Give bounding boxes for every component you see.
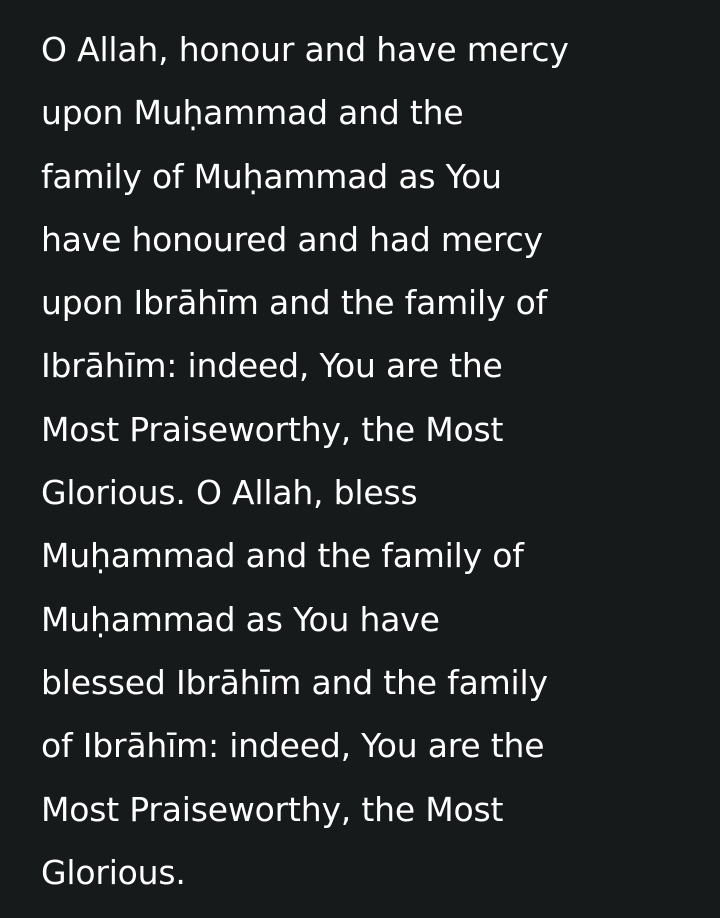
passage-line: O Allah, honour and have mercy (41, 30, 569, 69)
passage-line: Ibrāhīm: indeed, You are the (41, 346, 503, 386)
passage-line: Most Praiseworthy, the Most (41, 409, 504, 449)
passage-line: upon Muḥammad and the (41, 93, 464, 133)
passage-line: of Ibrāhīm: indeed, You are the (41, 726, 545, 766)
passage-line: have honoured and had mercy (41, 219, 543, 259)
passage-line: blessed Ibrāhīm and the family (41, 662, 548, 702)
translation-passage (41, 18, 680, 904)
passage-line: family of Muḥammad as You (41, 156, 502, 196)
passage-line: Muḥammad as You have (41, 599, 440, 639)
passage-line: Muḥammad and the family of (41, 536, 524, 576)
passage-line: Glorious. (41, 852, 186, 892)
passage-line: upon Ibrāhīm and the family of (41, 283, 548, 323)
passage-line: Most Praiseworthy, the Most (41, 789, 504, 829)
passage-line: Glorious. O Allah, bless (41, 473, 418, 513)
